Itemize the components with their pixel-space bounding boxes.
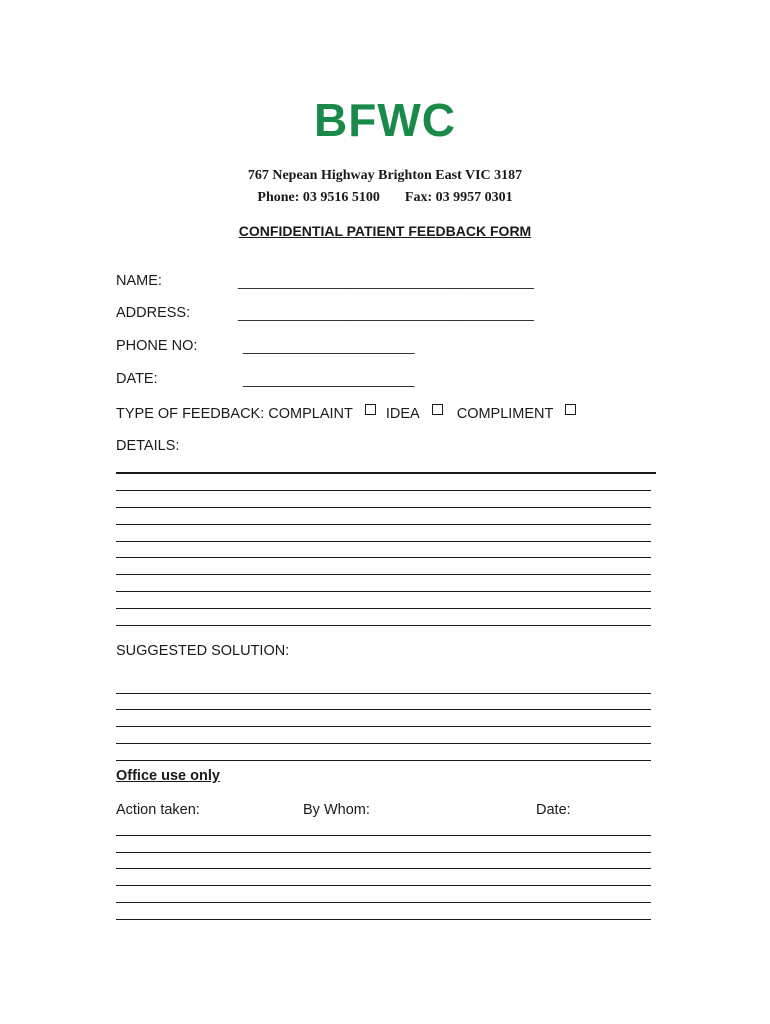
feedback-type-row <box>116 404 586 422</box>
feedback-type-label: TYPE OF FEEDBACK: <box>116 406 265 422</box>
details-line[interactable] <box>116 557 651 558</box>
option-compliment-label: COMPLIMENT <box>456 406 554 422</box>
phone-label: PHONE NO: <box>116 338 198 354</box>
details-line[interactable] <box>116 490 651 491</box>
option-complaint-label: COMPLAINT <box>268 406 353 422</box>
phone-field[interactable]: ______________________ <box>243 338 415 354</box>
details-top-rule <box>116 472 656 474</box>
date-label: DATE: <box>116 371 158 387</box>
date-field[interactable]: ______________________ <box>243 371 415 387</box>
clinic-address: 767 Nepean Highway Brighton East VIC 3187 <box>247 168 523 183</box>
form-title: CONFIDENTIAL PATIENT FEEDBACK FORM <box>238 223 532 239</box>
idea-checkbox[interactable] <box>432 404 443 415</box>
solution-line[interactable] <box>116 760 651 761</box>
bfwc-logo: BFWC <box>314 94 456 146</box>
solution-label: SUGGESTED SOLUTION: <box>116 643 290 659</box>
office-line[interactable] <box>116 852 651 853</box>
address-field[interactable]: ______________________________________ <box>238 305 534 321</box>
solution-line[interactable] <box>116 726 651 727</box>
details-line[interactable] <box>116 625 651 626</box>
option-idea-label: IDEA <box>385 406 420 422</box>
compliment-checkbox[interactable] <box>565 404 576 415</box>
complaint-checkbox[interactable] <box>365 404 376 415</box>
clinic-contact <box>0 190 770 206</box>
office-use-heading: Office use only <box>116 768 220 784</box>
name-field[interactable]: ______________________________________ <box>238 273 534 289</box>
action-taken-label: Action taken: <box>116 802 200 818</box>
clinic-phone: Phone: 03 9516 5100 <box>257 190 380 205</box>
by-whom-label: By Whom: <box>303 802 370 818</box>
office-line[interactable] <box>116 885 651 886</box>
solution-line[interactable] <box>116 709 651 710</box>
details-line[interactable] <box>116 574 651 575</box>
details-line[interactable] <box>116 541 651 542</box>
office-date-label: Date: <box>536 802 571 818</box>
solution-line[interactable] <box>116 743 651 744</box>
office-line[interactable] <box>116 835 651 836</box>
details-line[interactable] <box>116 524 651 525</box>
office-line[interactable] <box>116 868 651 869</box>
address-label: ADDRESS: <box>116 305 191 321</box>
details-label: DETAILS: <box>116 438 180 454</box>
office-line[interactable] <box>116 919 651 920</box>
details-line[interactable] <box>116 507 651 508</box>
solution-line[interactable] <box>116 693 651 694</box>
office-line[interactable] <box>116 902 651 903</box>
clinic-fax: Fax: 03 9957 0301 <box>404 190 513 205</box>
details-line[interactable] <box>116 608 651 609</box>
name-label: NAME: <box>116 273 162 289</box>
details-line[interactable] <box>116 591 651 592</box>
